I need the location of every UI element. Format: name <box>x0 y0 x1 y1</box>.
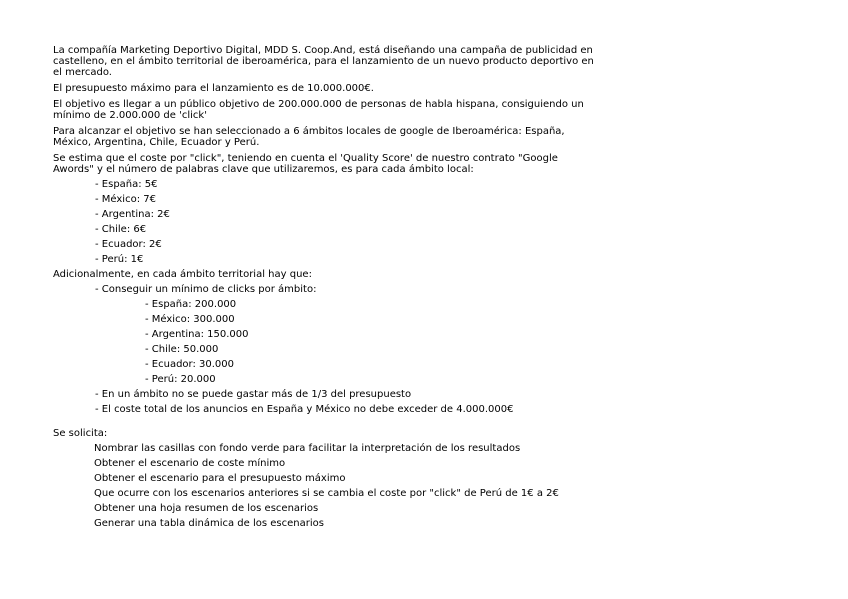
budget-paragraph: El presupuesto máximo para el lanzamiento es de 10.000.000€. <box>53 83 374 94</box>
list-item: - En un ámbito no se puede gastar más de 1/3 del presupuesto <box>95 389 412 400</box>
text-line: el mercado. <box>53 67 112 78</box>
text-line: Awords" y el número de palabras clave que utilizaremos, es para cada ámbito local: <box>53 164 474 175</box>
list-item: Que ocurre con los escenarios anteriores si se cambia el coste por "click" de Perú de 1€ a 2€ <box>94 488 559 499</box>
list-item: - Argentina: 2€ <box>95 209 170 220</box>
text-line: mínimo de 2.000.000 de 'click' <box>53 110 207 121</box>
intro-paragraph <box>53 45 663 78</box>
list-item: - Perú: 1€ <box>95 254 144 265</box>
cost-intro-paragraph <box>53 153 663 175</box>
cost-list <box>53 179 663 265</box>
list-item: Obtener el escenario para el presupuesto máximo <box>94 473 346 484</box>
requests-list <box>53 443 663 529</box>
scope-paragraph <box>53 126 663 148</box>
min-clicks-title: - Conseguir un mínimo de clicks por ámbito: <box>95 284 317 295</box>
text-line: Se estima que el coste por "click", teniendo en cuenta el 'Quality Score' de nuestro contrato "Google <box>53 153 558 164</box>
list-item: Obtener el escenario de coste mínimo <box>94 458 286 469</box>
list-item: - México: 300.000 <box>145 314 235 325</box>
list-item: - Ecuador: 30.000 <box>145 359 235 370</box>
list-item: - Chile: 6€ <box>95 224 147 235</box>
text-line: Para alcanzar el objetivo se han seleccionado a 6 ámbitos locales de google de Iberoamérica: España, <box>53 126 565 137</box>
list-item: - Chile: 50.000 <box>145 344 219 355</box>
list-item: - El coste total de los anuncios en España y México no debe exceder de 4.000.000€ <box>95 404 514 415</box>
text-line: La compañía Marketing Deportivo Digital, MDD S. Coop.And, está diseñando una campaña de publicidad en <box>53 45 593 56</box>
list-item: - Argentina: 150.000 <box>145 329 249 340</box>
text-line: castelleno, en el ámbito territorial de iberoamérica, para el lanzamiento de un nuevo producto deportivo en <box>53 56 594 67</box>
list-item: - España: 5€ <box>95 179 158 190</box>
list-item: Generar una tabla dinámica de los escenarios <box>94 518 324 529</box>
list-item: Nombrar las casillas con fondo verde para facilitar la interpretación de los resultados <box>94 443 521 454</box>
objective-paragraph <box>53 99 663 121</box>
list-item: - Ecuador: 2€ <box>95 239 162 250</box>
list-item: - México: 7€ <box>95 194 156 205</box>
list-item: - España: 200.000 <box>145 299 237 310</box>
min-clicks-list <box>53 299 663 385</box>
additional-title: Adicionalmente, en cada ámbito territorial hay que: <box>53 269 312 280</box>
document-page <box>53 45 663 529</box>
list-item: Obtener una hoja resumen de los escenarios <box>94 503 319 514</box>
text-line: El objetivo es llegar a un público objetivo de 200.000.000 de personas de habla hispana, consiguiendo un <box>53 99 584 110</box>
requests-title: Se solicita: <box>53 428 108 439</box>
text-line: México, Argentina, Chile, Ecuador y Perú. <box>53 137 260 148</box>
constraints-list <box>53 389 663 415</box>
list-item: - Perú: 20.000 <box>145 374 216 385</box>
